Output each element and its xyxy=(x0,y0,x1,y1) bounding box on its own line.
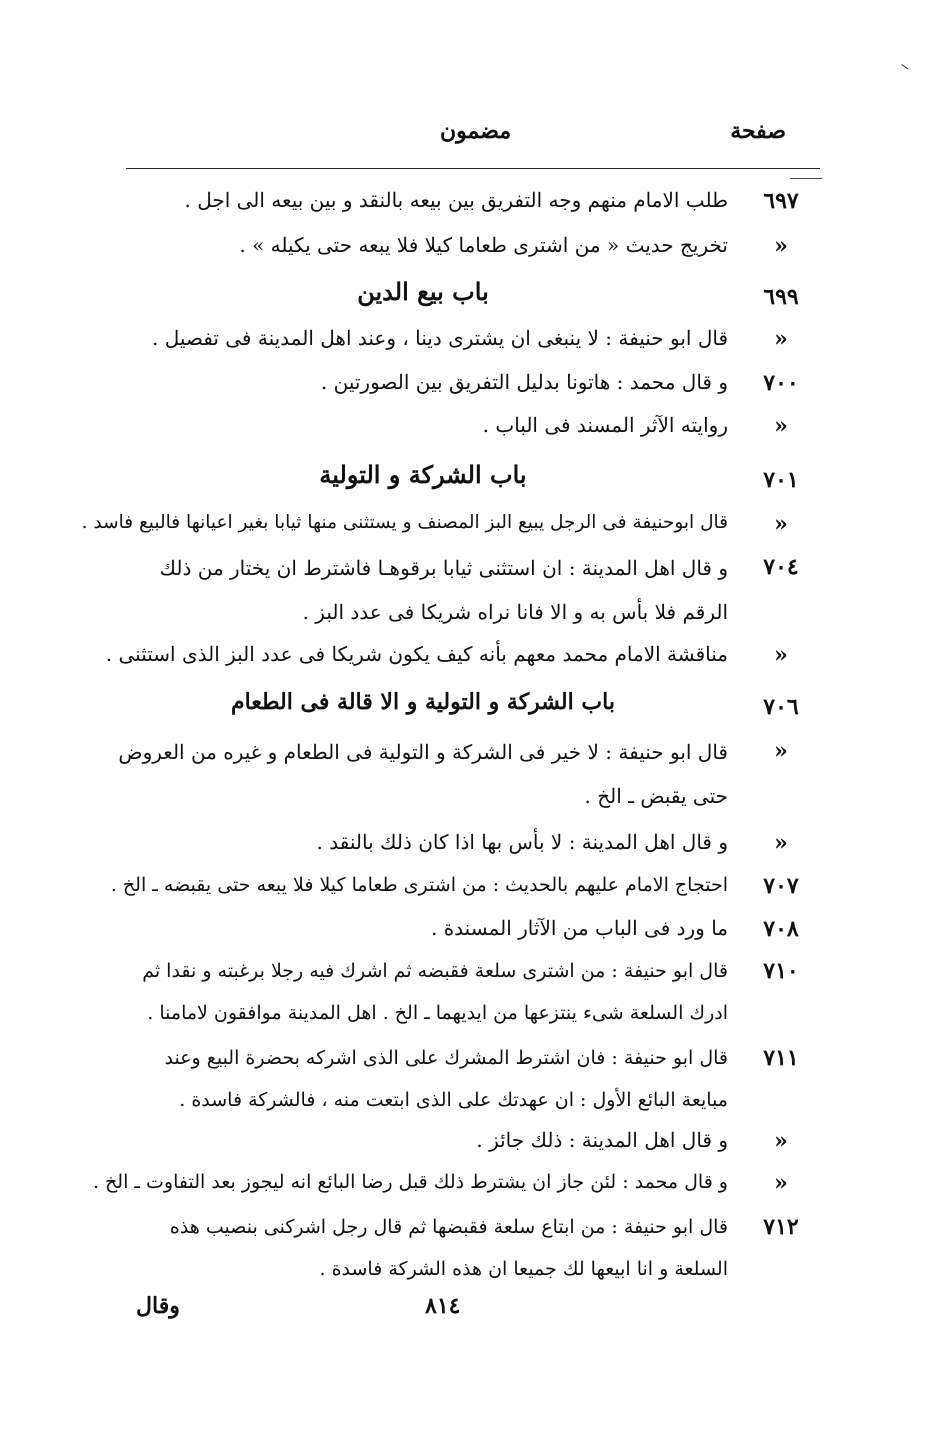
entry-text: قال ابو حنيفة : لا خير فى الشركة و التولية فى الطعام و غيره من العروض حتى يقبض ـ الخ . xyxy=(118,740,728,808)
chapter-heading: باب الشركة و التولية و الا قالة فى الطعام xyxy=(231,689,615,715)
entry-page-number: « xyxy=(774,642,788,668)
index-entry xyxy=(118,180,820,220)
entry-text: و قال محمد : هاتونا بدليل التفريق بين الصورتين . xyxy=(320,370,728,394)
entry-text: طلب الامام منهم وجه التفريق بين بيعه بالنقد و بين بيعه الى اجل . xyxy=(184,188,728,212)
index-entry xyxy=(118,682,820,726)
entry-page-number: « xyxy=(774,738,788,764)
index-entry xyxy=(118,225,820,265)
entry-page-number: ٧٠١ xyxy=(763,467,799,493)
entry-page-number: ٧٠٨ xyxy=(763,916,799,942)
index-entry xyxy=(118,950,820,1034)
entry-text: روايته الآثر المسند فى الباب . xyxy=(482,413,728,437)
entry-page-number: ٧١٠ xyxy=(763,958,799,984)
entry-text: قال ابو حنيفة : لا ينبغى ان يشترى دينا ، وعند اهل المدينة فى تفصيل . xyxy=(151,326,728,350)
page-column-header: صفحة xyxy=(730,118,786,144)
header-rule-short xyxy=(790,178,822,179)
entry-text: قال ابو حنيفة : فان اشترط المشرك على الذى اشركه بحضرة البيع وعند مبايعة البائع الأول : ان عهدتك على الذى ابتعت منه ، فالشركة فاسدة . xyxy=(164,1047,728,1111)
entry-text: قال ابوحنيفة فى الرجل يبيع البز المصنف و يستثنى منها ثيابا بغير اعيانها فالبيع فاسد . xyxy=(81,512,728,533)
index-entry xyxy=(118,1206,820,1290)
entry-page-number: ٦٩٩ xyxy=(763,284,799,310)
chapter-heading: باب بيع الدين xyxy=(357,277,489,306)
index-entry xyxy=(118,546,820,630)
index-entry xyxy=(118,730,820,816)
index-entry xyxy=(118,908,820,948)
entry-page-number: « xyxy=(774,1170,788,1196)
entry-page-number: « xyxy=(774,511,788,537)
index-entry xyxy=(118,1037,820,1121)
entry-page-number: ٧١١ xyxy=(763,1045,799,1071)
entry-page-number: « xyxy=(774,1128,788,1154)
index-entry xyxy=(110,865,820,905)
chapter-heading: باب الشركة و التولية xyxy=(319,460,527,489)
entry-page-number: ٧٠٠ xyxy=(763,370,799,396)
index-entry xyxy=(118,455,820,499)
entry-page-number: « xyxy=(774,233,788,259)
header-rule xyxy=(126,168,820,169)
entry-text: مناقشة الامام محمد معهم بأنه كيف يكون شريكا فى عدد البز الذى استثنى . xyxy=(105,642,728,666)
content-column-header: مضمون xyxy=(440,118,512,144)
entry-page-number: ٧٠٦ xyxy=(763,694,799,720)
index-entry xyxy=(118,405,820,445)
index-entry xyxy=(118,1120,820,1160)
entry-text: ما ورد فى الباب من الآثار المسندة . xyxy=(430,916,728,940)
index-entry xyxy=(118,272,820,316)
index-entry xyxy=(118,362,820,402)
entry-text: و قال اهل المدينة : ذلك جائز . xyxy=(476,1128,728,1152)
entry-text: قال ابو حنيفة : من اشترى سلعة فقبضه ثم اشرك فيه رجلا برغبته و نقدا ثم ادرك السلعة شىء ينتزعها من ايديهما ـ الخ . اهل المدينة موافقون لامامنا . xyxy=(142,960,728,1024)
scan-mark xyxy=(900,64,909,72)
entry-page-number: « xyxy=(774,413,788,439)
entry-text: قال ابو حنيفة : من ابتاع سلعة فقبضها ثم قال رجل اشركنى بنصيب هذه السلعة و انا ابيعها لك جميعا ان هذه الشركة فاسدة . xyxy=(169,1216,728,1280)
index-entry xyxy=(92,1162,820,1202)
entry-text: و قال اهل المدينة : ان استثنى ثيابا برقوهـا فاشترط ان يختار من ذلك الرقم فلا بأس به و الا فانا نراه شريكا فى عدد البز . xyxy=(159,556,728,624)
entry-page-number: ٧١٢ xyxy=(763,1214,799,1240)
entry-page-number: ٦٩٧ xyxy=(763,188,799,214)
catchword: وقال xyxy=(136,1293,180,1319)
entry-text: احتجاج الامام عليهم بالحديث : من اشترى طعاما كيلا فلا يبعه حتى يقبضه ـ الخ . xyxy=(110,874,728,896)
index-entry xyxy=(105,634,820,674)
index-entry xyxy=(118,822,820,862)
entry-page-number: ٧٠٧ xyxy=(763,873,799,899)
index-entry xyxy=(118,318,820,358)
page-number: ٨١٤ xyxy=(425,1293,461,1319)
entry-page-number: « xyxy=(774,830,788,856)
index-entry xyxy=(81,503,820,543)
entry-page-number: « xyxy=(774,326,788,352)
entry-text: و قال اهل المدينة : لا بأس بها اذا كان ذلك بالنقد . xyxy=(316,830,728,854)
entry-text: و قال محمد : لئن جاز ان يشترط ذلك قبل رضا البائع انه ليجوز بعد التفاوت ـ الخ . xyxy=(92,1171,728,1193)
entry-page-number: ٧٠٤ xyxy=(763,554,799,580)
entry-text: تخريج حديث « من اشترى طعاما كيلا فلا يبعه حتى يكيله » . xyxy=(239,233,728,257)
